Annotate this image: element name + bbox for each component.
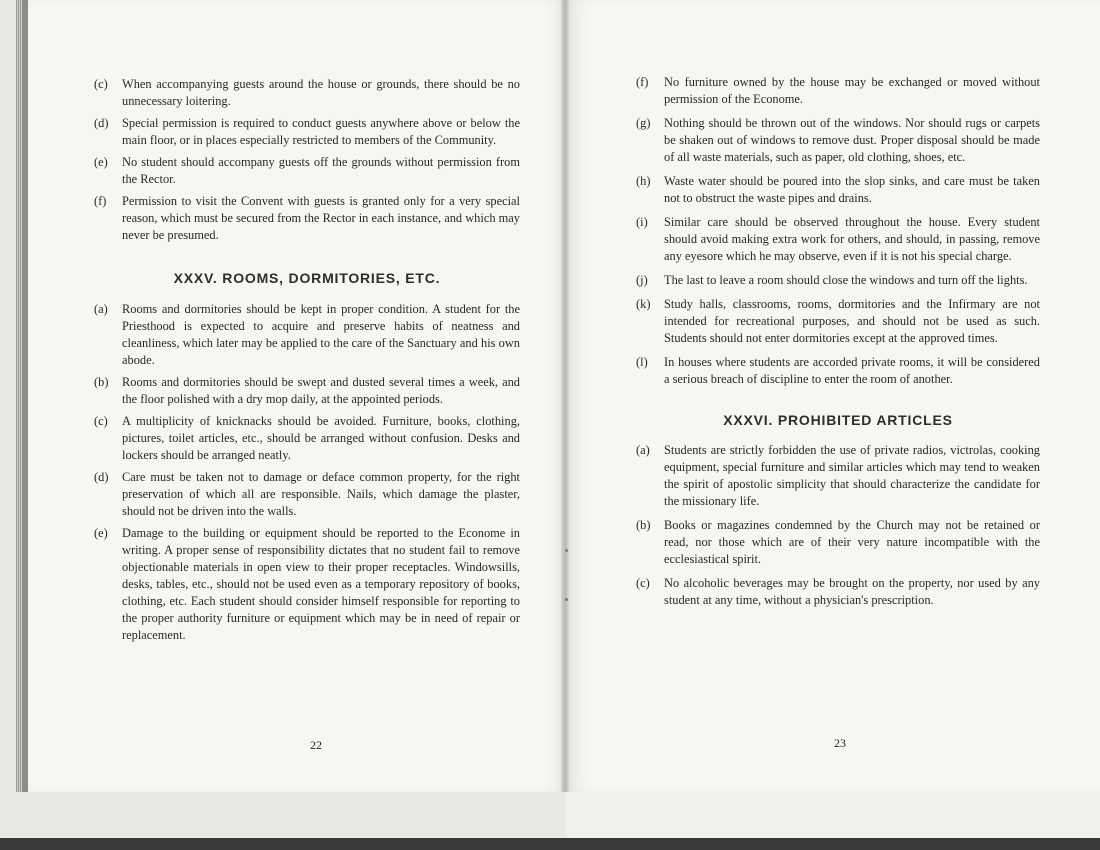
list-item <box>636 272 1040 289</box>
list-item <box>636 214 1040 265</box>
item-marker: (h) <box>636 174 651 188</box>
item-marker: (b) <box>94 375 109 389</box>
list-item <box>636 74 1040 108</box>
scan-bottom-edge <box>0 838 1100 850</box>
list-item <box>94 374 520 408</box>
section-heading-rooms: XXXV. ROOMS, DORMITORIES, ETC. <box>173 270 441 286</box>
list-item <box>94 301 520 369</box>
right-page-content <box>636 74 1040 616</box>
item-text: The last to leave a room should close the windows and turn off the lights. <box>664 273 1028 287</box>
page-number-left: 22 <box>310 738 322 752</box>
list-item <box>636 575 1040 609</box>
item-marker: (a) <box>636 443 650 457</box>
item-text: Care must be taken not to damage or deface common property, for the right preservation of which all are responsible. Nails, which damage the plaster, should not be driven into the walls. <box>122 470 520 518</box>
page-number-right: 23 <box>834 736 846 750</box>
list-item <box>636 354 1040 388</box>
item-text: Nothing should be thrown out of the windows. Nor should rugs or carpets be shaken out of windows to remove dust. Proper disposal should be made of all waste materials, such as paper, old clothing, shoes, etc. <box>664 116 1040 164</box>
item-marker: (d) <box>94 470 109 484</box>
item-marker: (d) <box>94 116 109 130</box>
item-marker: (b) <box>636 518 651 532</box>
list-item <box>636 442 1040 510</box>
binding-mark <box>565 549 568 552</box>
list-item <box>636 517 1040 568</box>
item-marker: (e) <box>94 526 108 540</box>
page-base <box>566 792 1100 838</box>
item-text: Special permission is required to conduct guests anywhere above or below the main floor, or in places especially restricted to members of the Community. <box>122 116 520 147</box>
item-marker: (c) <box>94 77 108 91</box>
item-marker: (a) <box>94 302 108 316</box>
list-item <box>94 525 520 644</box>
item-text: When accompanying guests around the house or grounds, there should be no unnecessary loitering. <box>122 77 520 108</box>
list-item <box>94 469 520 520</box>
item-text: No alcoholic beverages may be brought on the property, nor used by any student at any time, without a physician's prescription. <box>664 576 1040 607</box>
right-section-list <box>636 442 1040 609</box>
right-page <box>566 0 1100 792</box>
list-item <box>636 173 1040 207</box>
item-marker: (g) <box>636 116 651 130</box>
list-item <box>94 193 520 244</box>
item-text: Study halls, classrooms, rooms, dormitories and the Infirmary are not intended for recreational purposes, and should not be used as such. Students should not enter dormitories except at the approved times. <box>664 297 1040 345</box>
item-marker: (k) <box>636 297 651 311</box>
item-marker: (f) <box>94 194 107 208</box>
list-item <box>636 115 1040 166</box>
item-text: Similar care should be observed throughout the house. Every student should avoid making extra work for others, and should, in passing, remove any eyesore which he may observe, even if it is not his special charge. <box>664 215 1040 263</box>
item-text: A multiplicity of knicknacks should be avoided. Furniture, books, clothing, pictures, toilet articles, etc., should be arranged without confusion. Desks and lockers should be arranged neatly. <box>122 414 520 462</box>
left-section-list <box>94 301 520 644</box>
left-page <box>22 0 571 792</box>
item-text: Damage to the building or equipment should be reported to the Econome in writing. A proper sense of responsibility dictates that no student fail to remove objectionable materials in open view to their proper receptacles. Windowsills, desks, tables, etc., should not be used even as a temporary repository of books, clothing, etc. Each student should consider himself responsible for reporting to the proper authority furniture or equipment which may be in need of repair or replacement. <box>122 526 520 642</box>
item-marker: (j) <box>636 273 648 287</box>
item-text: No student should accompany guests off the grounds without permission from the Rector. <box>122 155 520 186</box>
list-item <box>94 413 520 464</box>
left-page-content <box>94 76 520 649</box>
item-marker: (c) <box>636 576 650 590</box>
list-item <box>94 115 520 149</box>
item-text: Books or magazines condemned by the Church may not be retained or read, nor those which are of their very nature incompatible with the ecclesiastical spirit. <box>664 518 1040 566</box>
binding-mark <box>565 598 568 601</box>
item-marker: (i) <box>636 215 648 229</box>
item-text: Waste water should be poured into the slop sinks, and care must be taken not to obstruct the waste pipes and drains. <box>664 174 1040 205</box>
item-marker: (l) <box>636 355 648 369</box>
item-text: In houses where students are accorded private rooms, it will be considered a serious breach of discipline to enter the room of another. <box>664 355 1040 386</box>
item-text: Rooms and dormitories should be kept in proper condition. A student for the Priesthood is expected to acquire and preserve habits of neatness and cleanliness, which later may be applied to the care of the Sanctuary and his own abode. <box>122 302 520 367</box>
section-heading-prohibited: XXXVI. PROHIBITED ARTICLES <box>723 412 953 428</box>
list-item <box>94 154 520 188</box>
item-text: No furniture owned by the house may be exchanged or moved without permission of the Econome. <box>664 75 1040 106</box>
item-marker: (f) <box>636 75 649 89</box>
item-text: Permission to visit the Convent with guests is granted only for a very special reason, which must be secured from the Rector in each instance, and which may never be presumed. <box>122 194 520 242</box>
right-intro-list <box>636 74 1040 388</box>
book-gutter <box>561 0 569 792</box>
list-item <box>636 296 1040 347</box>
list-item <box>94 76 520 110</box>
item-text: Rooms and dormitories should be swept and dusted several times a week, and the floor polished with a dry mop daily, at the appointed periods. <box>122 375 520 406</box>
left-intro-list <box>94 76 520 244</box>
item-marker: (c) <box>94 414 108 428</box>
item-text: Students are strictly forbidden the use of private radios, victrolas, cooking equipment, special furniture and similar articles which may tend to weaken the spirit of apostolic simplicity that should characterize the candidate for the missionary life. <box>664 443 1040 508</box>
item-marker: (e) <box>94 155 108 169</box>
